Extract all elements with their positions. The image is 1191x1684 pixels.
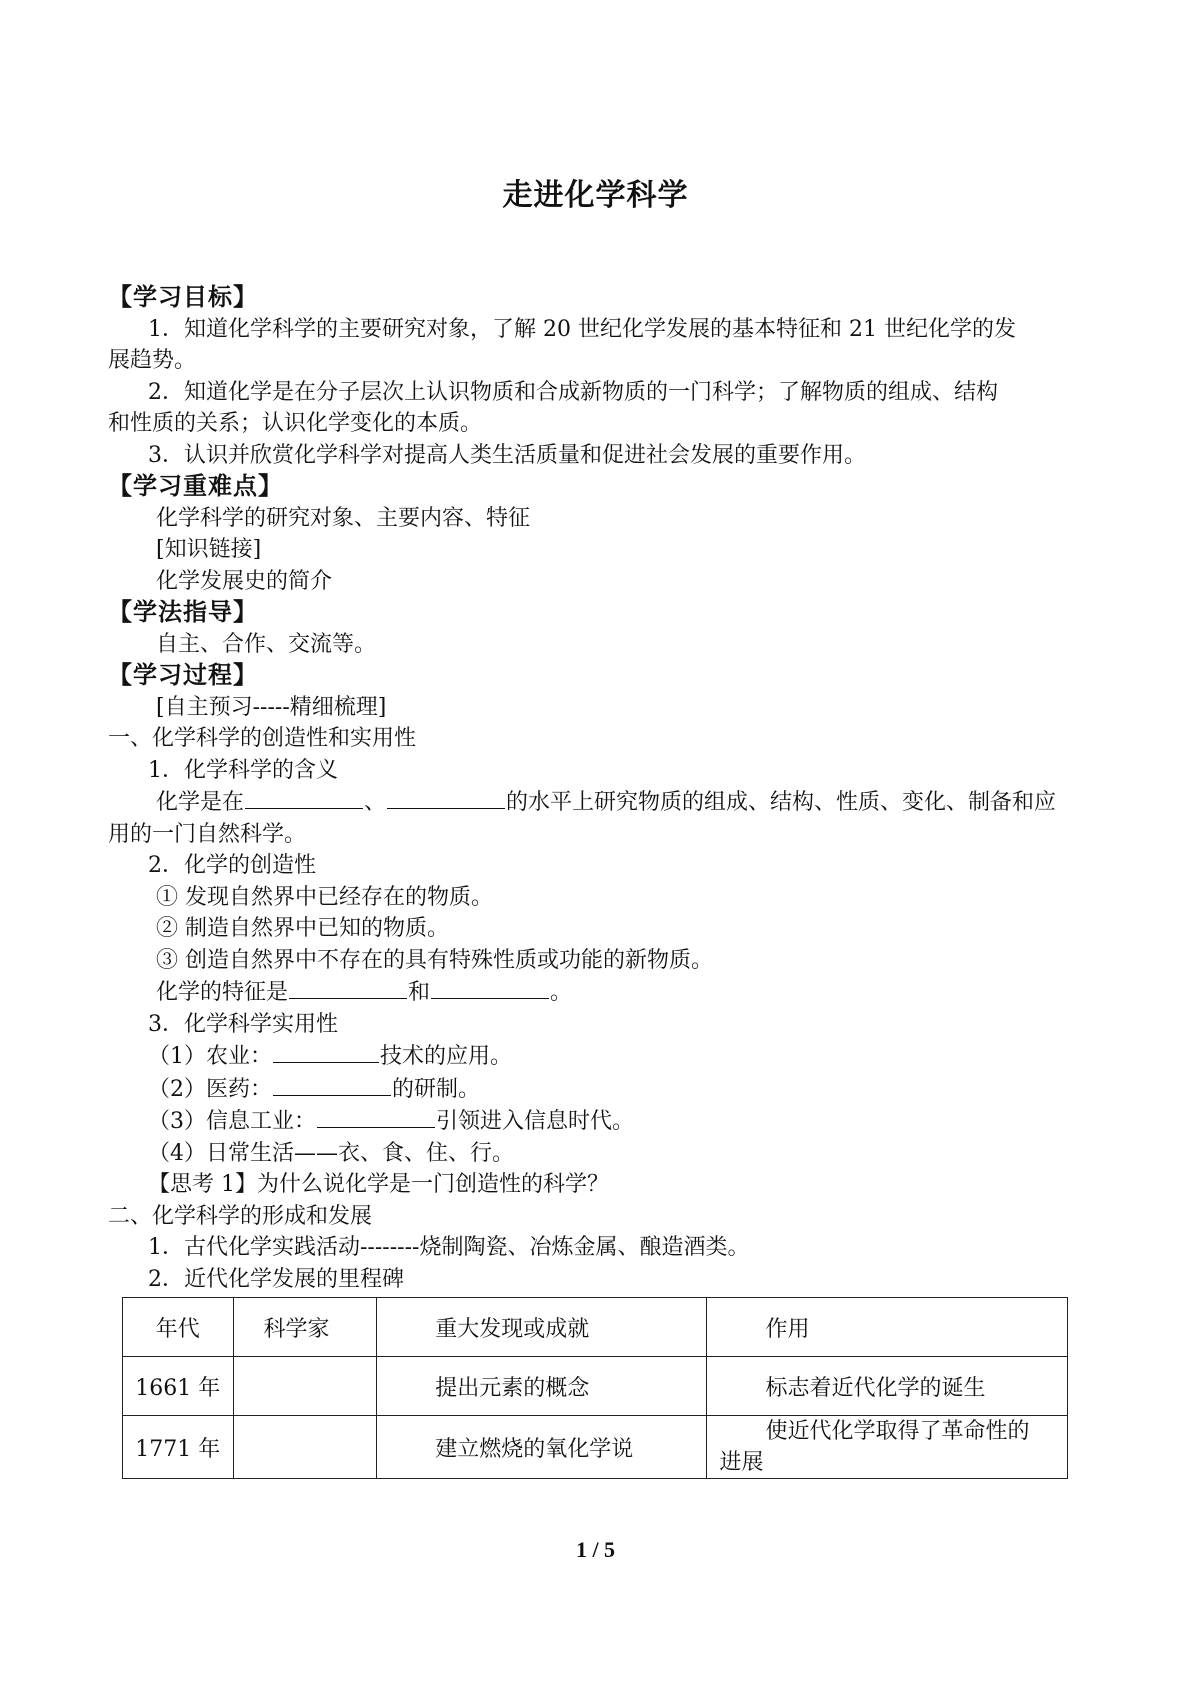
creativity-item-3: ③ 创造自然界中不存在的具有特殊性质或功能的新物质。 <box>156 947 713 973</box>
part-1-sub-1: 1．化学科学的含义 <box>148 757 338 783</box>
fill-blank-1[interactable] <box>245 786 363 809</box>
definition-text-b: 的水平上研究物质的组成、结构、性质、变化、制备和应 <box>506 790 1057 815</box>
heading-learning-process: 【学习过程】 <box>108 661 258 689</box>
part-2-title: 二、化学科学的形成和发展 <box>108 1203 373 1229</box>
definition-separator: 、 <box>364 790 387 815</box>
fill-blank-4[interactable] <box>431 976 549 999</box>
fill-blank-2[interactable] <box>387 786 505 809</box>
feature-text-c: 。 <box>550 980 573 1005</box>
goal-1-line-1: 1．知道化学科学的主要研究对象，了解 20 世纪化学发展的基本特征和 21 世纪化学的发 <box>148 316 1016 342</box>
definition-line-1 <box>108 786 1088 819</box>
heading-method-guide: 【学法指导】 <box>108 598 258 626</box>
usage-3-text: 引领进入信息时代。 <box>436 1109 635 1134</box>
usage-2-label: （2）医药： <box>148 1076 272 1102</box>
fill-blank-6[interactable] <box>273 1073 391 1096</box>
usage-2-text: 的研制。 <box>392 1076 481 1102</box>
table-row <box>123 1416 1068 1479</box>
part-1-title: 一、化学科学的创造性和实用性 <box>108 726 417 751</box>
usage-item-4: （4）日常生活——衣、食、住、行。 <box>148 1140 514 1166</box>
part-1-sub-3: 3．化学科学实用性 <box>148 1011 338 1037</box>
page-number: 1 / 5 <box>575 1537 616 1562</box>
part-2-sub-2: 2．近代化学发展的里程碑 <box>148 1266 404 1292</box>
fill-blank-7[interactable] <box>317 1105 435 1128</box>
key-points-text: 化学科学的研究对象、主要内容、特征 <box>156 505 531 531</box>
knowledge-link-text: 化学发展史的简介 <box>156 568 333 594</box>
fill-blank-5[interactable] <box>273 1040 379 1063</box>
document-title: 走进化学科学 <box>502 178 689 213</box>
cell-role: 标志着近代化学的诞生 <box>707 1357 1068 1416</box>
part-2-sub-1: 1．古代化学实践活动--------烧制陶瓷、冶炼金属、酿造酒类。 <box>148 1235 750 1260</box>
table-row <box>123 1357 1068 1416</box>
fill-blank-3[interactable] <box>289 976 407 999</box>
think-question-1: 【思考 1】为什么说化学是一门创造性的科学？ <box>148 1172 609 1197</box>
cell-year: 1661 年 <box>123 1357 234 1416</box>
cell-achievement: 建立燃烧的氧化学说 <box>377 1416 707 1479</box>
goal-1-line-2: 展趋势。 <box>108 348 197 373</box>
usage-item-2 <box>108 1073 1088 1106</box>
table-header-row <box>123 1298 1068 1357</box>
usage-item-3 <box>108 1105 1088 1138</box>
cell-year: 1771 年 <box>123 1416 234 1479</box>
part-1-sub-2: 2．化学的创造性 <box>148 853 316 878</box>
creativity-item-1: ① 发现自然界中已经存在的物质。 <box>156 884 493 910</box>
feature-text-b: 和 <box>408 980 431 1005</box>
goal-2-line-2: 和性质的关系；认识化学变化的本质。 <box>108 411 483 436</box>
header-role: 作用 <box>707 1298 1068 1357</box>
header-scientist: 科学家 <box>233 1298 377 1357</box>
usage-1-label: （1）农业： <box>148 1044 272 1069</box>
feature-line <box>108 976 1088 1009</box>
definition-text-a: 化学是在 <box>156 790 245 815</box>
heading-key-points: 【学习重难点】 <box>108 472 283 500</box>
creativity-item-2: ② 制造自然界中已知的物质。 <box>156 916 449 941</box>
feature-text-a: 化学的特征是 <box>156 980 289 1005</box>
definition-line-2: 用的一门自然科学。 <box>108 821 307 847</box>
milestones-table <box>122 1297 1068 1479</box>
method-text: 自主、合作、交流等。 <box>156 631 377 657</box>
cell-scientist[interactable] <box>233 1357 377 1416</box>
cell-role-line-1: 使近代化学取得了革命性的 <box>765 1419 1030 1444</box>
knowledge-link-label: [知识链接] <box>156 537 262 562</box>
cell-scientist[interactable] <box>233 1416 377 1479</box>
document-body <box>108 282 1088 1295</box>
heading-learning-goals: 【学习目标】 <box>108 283 258 311</box>
header-achievement: 重大发现或成就 <box>377 1298 707 1357</box>
header-year: 年代 <box>123 1298 234 1357</box>
usage-3-label: （3）信息工业： <box>148 1109 316 1134</box>
goal-2-line-1: 2．知道化学是在分子层次上认识物质和合成新物质的一门科学；了解物质的组成、结构 <box>148 379 998 405</box>
cell-role <box>707 1416 1068 1479</box>
cell-achievement: 提出元素的概念 <box>377 1357 707 1416</box>
usage-1-text: 技术的应用。 <box>380 1044 513 1069</box>
usage-item-1 <box>108 1040 1088 1073</box>
preview-label: [自主预习-----精细梳理] <box>156 694 387 720</box>
goal-3: 3．认识并欣赏化学科学对提高人类生活质量和促进社会发展的重要作用。 <box>148 442 866 468</box>
cell-role-line-2: 进展 <box>719 1450 764 1475</box>
